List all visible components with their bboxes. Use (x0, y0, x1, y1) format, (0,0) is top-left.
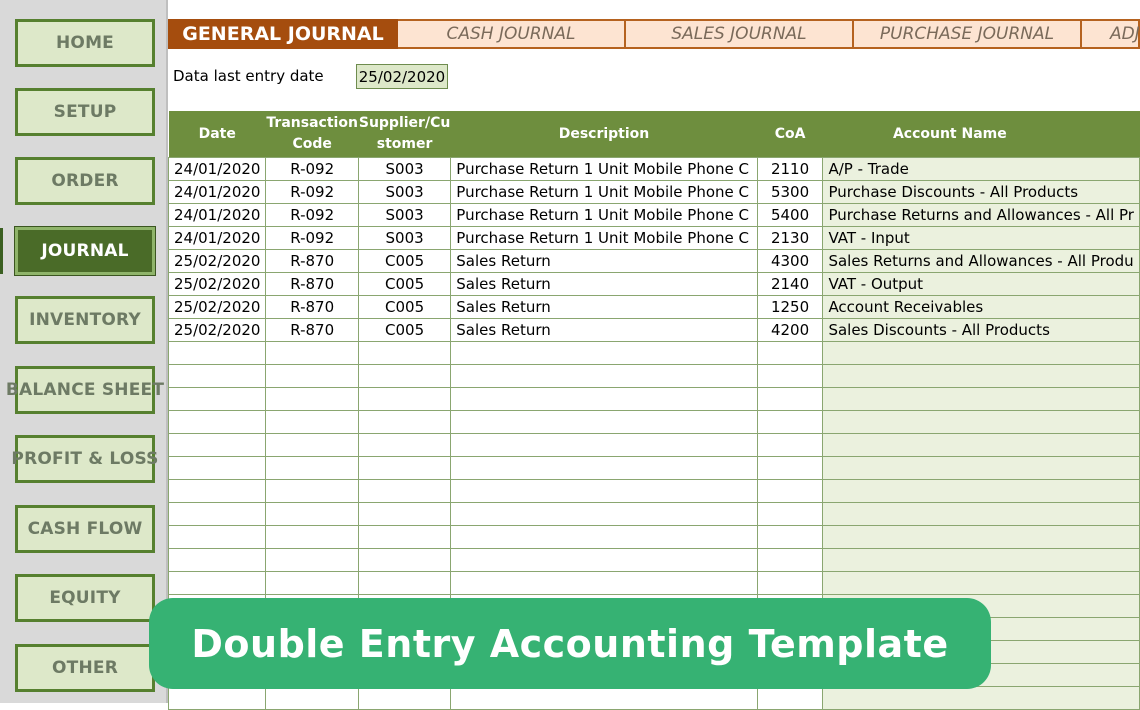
cell-account-name[interactable]: VAT - Output (823, 273, 1140, 296)
cell-supplier-customer[interactable] (358, 457, 450, 480)
cell-description[interactable]: Purchase Return 1 Unit Mobile Phone C (451, 181, 757, 204)
table-row (169, 342, 1140, 365)
cell-supplier-customer[interactable] (358, 365, 450, 388)
cell-date[interactable] (169, 457, 266, 480)
cell-date[interactable]: 25/02/2020 (169, 319, 266, 342)
column-header-transaction-code: Transaction Code (266, 111, 358, 158)
nav-balance-sheet-button[interactable]: BALANCE SHEET (15, 366, 155, 414)
cell-date[interactable] (169, 503, 266, 526)
tab-purchase-journal[interactable]: PURCHASE JOURNAL (854, 19, 1082, 49)
nav-equity-button[interactable]: EQUITY (15, 574, 155, 622)
cell-transaction-code[interactable] (266, 687, 358, 710)
cell-account-name[interactable] (823, 480, 1140, 503)
column-header-description: Description (451, 111, 757, 158)
cell-description[interactable]: Sales Return (451, 273, 757, 296)
cell-transaction-code[interactable] (266, 480, 358, 503)
tab-cash-journal[interactable]: CASH JOURNAL (398, 19, 626, 49)
cell-supplier-customer[interactable]: C005 (358, 273, 450, 296)
cell-date[interactable] (169, 388, 266, 411)
selection-marker (0, 228, 3, 274)
column-header-supplier-customer: Supplier/Cu stomer (358, 111, 450, 158)
cell-transaction-code[interactable]: R-870 (266, 250, 358, 273)
cell-date[interactable] (169, 365, 266, 388)
tab-sales-journal[interactable]: SALES JOURNAL (626, 19, 854, 49)
cell-description[interactable] (451, 411, 757, 434)
nav-other-button[interactable]: OTHER (15, 644, 155, 692)
tab-general-journal[interactable]: GENERAL JOURNAL (168, 19, 398, 49)
cell-date[interactable]: 25/02/2020 (169, 250, 266, 273)
cell-transaction-code[interactable]: R-870 (266, 296, 358, 319)
cell-transaction-code[interactable] (266, 388, 358, 411)
cell-transaction-code[interactable] (266, 365, 358, 388)
cell-date[interactable] (169, 526, 266, 549)
table-row (169, 457, 1140, 480)
cell-description[interactable] (451, 549, 757, 572)
table-row (169, 273, 1140, 296)
cell-account-name[interactable]: Purchase Discounts - All Products (823, 181, 1140, 204)
cell-transaction-code[interactable] (266, 457, 358, 480)
sidebar (0, 0, 168, 703)
nav-journal-button[interactable]: JOURNAL (15, 227, 155, 275)
cell-coa[interactable]: 1250 (757, 296, 823, 319)
cell-transaction-code[interactable] (266, 411, 358, 434)
cell-transaction-code[interactable]: R-092 (266, 204, 358, 227)
cell-date[interactable] (169, 549, 266, 572)
cell-account-name[interactable]: A/P - Trade (823, 158, 1140, 181)
cell-supplier-customer[interactable]: C005 (358, 319, 450, 342)
cell-description[interactable] (451, 572, 757, 595)
cell-coa[interactable] (757, 411, 823, 434)
cell-coa[interactable]: 2140 (757, 273, 823, 296)
cell-supplier-customer[interactable] (358, 480, 450, 503)
cell-transaction-code[interactable] (266, 434, 358, 457)
cell-account-name[interactable] (823, 457, 1140, 480)
cell-supplier-customer[interactable]: C005 (358, 250, 450, 273)
cell-date[interactable]: 24/01/2020 (169, 227, 266, 250)
cell-description[interactable]: Sales Return (451, 319, 757, 342)
nav-cash-flow-button[interactable]: CASH FLOW (15, 505, 155, 553)
cell-supplier-customer[interactable] (358, 388, 450, 411)
nav-profit-loss-button[interactable]: PROFIT & LOSS (15, 435, 155, 483)
cell-description[interactable]: Sales Return (451, 250, 757, 273)
cell-date[interactable]: 25/02/2020 (169, 273, 266, 296)
cell-account-name[interactable] (823, 411, 1140, 434)
table-row (169, 434, 1140, 457)
table-row (169, 181, 1140, 204)
cell-transaction-code[interactable] (266, 526, 358, 549)
table-row (169, 687, 1140, 710)
cell-account-name[interactable] (823, 388, 1140, 411)
table-row (169, 296, 1140, 319)
cell-transaction-code[interactable]: R-870 (266, 319, 358, 342)
cell-coa[interactable]: 5300 (757, 181, 823, 204)
table-row (169, 250, 1140, 273)
cell-account-name[interactable] (823, 503, 1140, 526)
table-row (169, 480, 1140, 503)
cell-account-name[interactable]: Purchase Returns and Allowances - All Pr (823, 204, 1140, 227)
cell-transaction-code[interactable]: R-092 (266, 158, 358, 181)
cell-account-name[interactable] (823, 572, 1140, 595)
cell-coa[interactable] (757, 434, 823, 457)
cell-transaction-code[interactable] (266, 503, 358, 526)
cell-supplier-customer[interactable] (358, 526, 450, 549)
table-row (169, 204, 1140, 227)
cell-description[interactable] (451, 365, 757, 388)
cell-date[interactable] (169, 687, 266, 710)
cell-description[interactable] (451, 480, 757, 503)
cell-supplier-customer[interactable] (358, 434, 450, 457)
cell-supplier-customer[interactable]: S003 (358, 204, 450, 227)
cell-supplier-customer[interactable] (358, 687, 450, 710)
cell-date[interactable]: 24/01/2020 (169, 204, 266, 227)
cell-coa[interactable] (757, 365, 823, 388)
cell-supplier-customer[interactable] (358, 572, 450, 595)
cell-coa[interactable] (757, 503, 823, 526)
cell-transaction-code[interactable]: R-092 (266, 181, 358, 204)
nav-setup-button[interactable]: SETUP (15, 88, 155, 136)
cell-coa[interactable]: 2130 (757, 227, 823, 250)
cell-coa[interactable] (757, 572, 823, 595)
cell-coa[interactable]: 5400 (757, 204, 823, 227)
cell-coa[interactable] (757, 342, 823, 365)
cell-coa[interactable]: 4200 (757, 319, 823, 342)
cell-coa[interactable] (757, 687, 823, 710)
cell-account-name[interactable]: VAT - Input (823, 227, 1140, 250)
table-row (169, 526, 1140, 549)
table-header-row (169, 111, 1140, 158)
cell-description[interactable] (451, 687, 757, 710)
table-row (169, 549, 1140, 572)
cell-coa[interactable]: 2110 (757, 158, 823, 181)
cell-date[interactable] (169, 411, 266, 434)
cell-supplier-customer[interactable]: S003 (358, 227, 450, 250)
cell-account-name[interactable] (823, 434, 1140, 457)
cell-coa[interactable] (757, 480, 823, 503)
table-row (169, 411, 1140, 434)
cell-date[interactable]: 24/01/2020 (169, 181, 266, 204)
cell-date[interactable]: 25/02/2020 (169, 296, 266, 319)
cell-account-name[interactable] (823, 365, 1140, 388)
cell-description[interactable] (451, 457, 757, 480)
cell-coa[interactable] (757, 388, 823, 411)
cell-account-name[interactable] (823, 342, 1140, 365)
cell-description[interactable] (451, 388, 757, 411)
table-row (169, 227, 1140, 250)
cell-transaction-code[interactable] (266, 342, 358, 365)
cell-account-name[interactable] (823, 526, 1140, 549)
column-header-date: Date (169, 111, 266, 158)
cell-description[interactable]: Purchase Return 1 Unit Mobile Phone C (451, 227, 757, 250)
cell-description[interactable]: Sales Return (451, 296, 757, 319)
cell-account-name[interactable]: Sales Returns and Allowances - All Produ (823, 250, 1140, 273)
cell-description[interactable] (451, 503, 757, 526)
last-entry-date-value[interactable]: 25/02/2020 (356, 64, 448, 89)
table-row (169, 158, 1140, 181)
promo-banner: Double Entry Accounting Template (149, 598, 991, 689)
table-row (169, 572, 1140, 595)
cell-supplier-customer[interactable] (358, 503, 450, 526)
cell-date[interactable] (169, 572, 266, 595)
cell-supplier-customer[interactable] (358, 342, 450, 365)
table-row (169, 319, 1140, 342)
column-header-account-name: Account Name (823, 111, 1140, 158)
cell-supplier-customer[interactable]: S003 (358, 181, 450, 204)
journal-tabs (168, 19, 1140, 49)
cell-transaction-code[interactable]: R-092 (266, 227, 358, 250)
cell-description[interactable] (451, 526, 757, 549)
cell-date[interactable] (169, 434, 266, 457)
cell-date[interactable]: 24/01/2020 (169, 158, 266, 181)
cell-description[interactable] (451, 342, 757, 365)
cell-coa[interactable]: 4300 (757, 250, 823, 273)
tab-adjusting-journal[interactable]: ADJ (1082, 19, 1140, 49)
cell-transaction-code[interactable] (266, 572, 358, 595)
nav-inventory-button[interactable]: INVENTORY (15, 296, 155, 344)
cell-supplier-customer[interactable]: S003 (358, 158, 450, 181)
cell-account-name[interactable] (823, 549, 1140, 572)
cell-coa[interactable] (757, 549, 823, 572)
cell-coa[interactable] (757, 457, 823, 480)
cell-transaction-code[interactable] (266, 549, 358, 572)
cell-account-name[interactable] (823, 687, 1140, 710)
column-header-coa: CoA (757, 111, 823, 158)
table-row (169, 503, 1140, 526)
cell-supplier-customer[interactable] (358, 549, 450, 572)
cell-description[interactable] (451, 434, 757, 457)
nav-home-button[interactable]: HOME (15, 19, 155, 67)
cell-supplier-customer[interactable] (358, 411, 450, 434)
cell-supplier-customer[interactable]: C005 (358, 296, 450, 319)
cell-transaction-code[interactable]: R-870 (266, 273, 358, 296)
cell-description[interactable]: Purchase Return 1 Unit Mobile Phone C (451, 158, 757, 181)
nav-order-button[interactable]: ORDER (15, 157, 155, 205)
table-row (169, 365, 1140, 388)
cell-date[interactable] (169, 480, 266, 503)
cell-date[interactable] (169, 342, 266, 365)
cell-account-name[interactable]: Sales Discounts - All Products (823, 319, 1140, 342)
cell-coa[interactable] (757, 526, 823, 549)
cell-description[interactable]: Purchase Return 1 Unit Mobile Phone C (451, 204, 757, 227)
cell-account-name[interactable]: Account Receivables (823, 296, 1140, 319)
last-entry-date-label: Data last entry date (173, 67, 324, 85)
table-row (169, 388, 1140, 411)
